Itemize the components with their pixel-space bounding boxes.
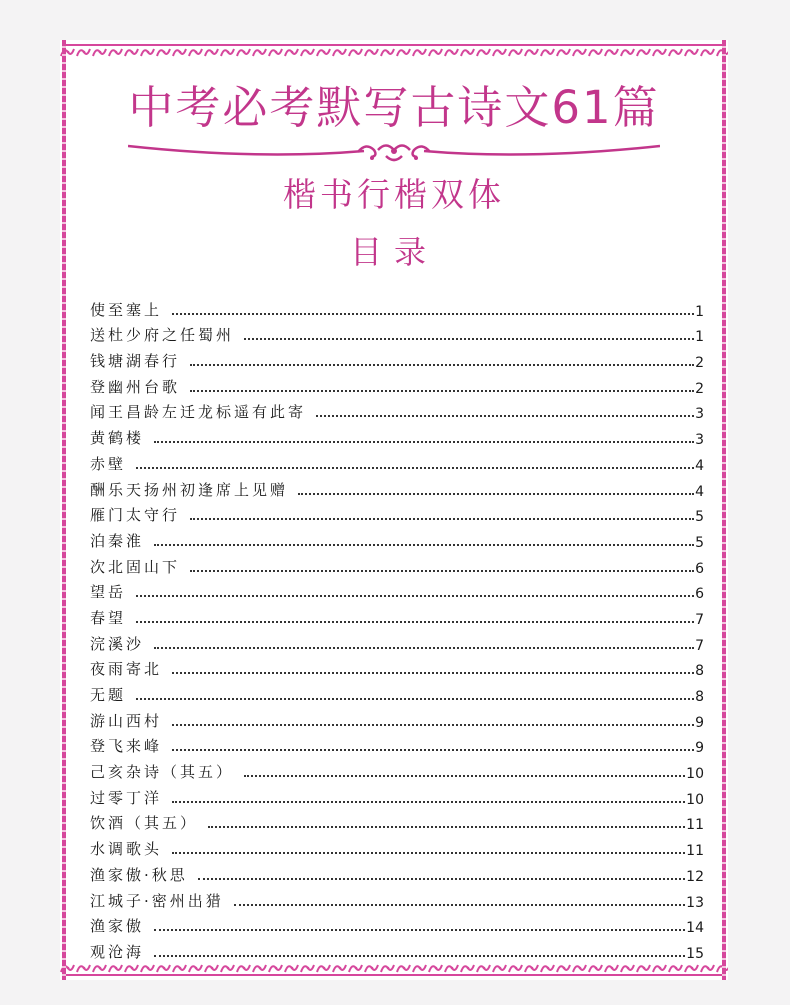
dot-leader xyxy=(154,929,685,931)
toc-entry-title: 夜雨寄北 xyxy=(90,660,163,679)
toc-entry-title: 水调歌头 xyxy=(90,840,163,859)
toc-entry-title: 闻王昌龄左迁龙标遥有此寄 xyxy=(90,403,307,422)
page-title: 中考必考默写古诗文61篇 xyxy=(128,81,660,134)
dot-leader xyxy=(244,338,694,340)
toc-entry-title: 无题 xyxy=(90,686,127,704)
toc-entry[interactable] xyxy=(90,679,704,705)
decorative-border-top xyxy=(60,44,728,60)
toc-entry[interactable] xyxy=(90,756,704,782)
dot-leader xyxy=(172,313,694,315)
toc-entry-title: 次北固山下 xyxy=(90,557,181,576)
toc-entry-page: 15 xyxy=(686,945,704,962)
toc-entry-title: 过零丁洋 xyxy=(90,788,163,807)
toc-entry-title: 渔家傲 xyxy=(90,917,145,936)
toc-entry-title: 江城子·密州出猎 xyxy=(90,891,224,910)
toc-entry-page: 3 xyxy=(695,432,704,449)
toc-entry-page: 5 xyxy=(695,534,704,551)
toc-entry-title: 浣溪沙 xyxy=(90,634,145,653)
toc-entry-title: 饮酒（其五） xyxy=(90,814,199,833)
toc-entry[interactable] xyxy=(90,936,704,962)
toc-entry[interactable] xyxy=(90,500,704,526)
toc-entry-title: 送杜少府之任蜀州 xyxy=(90,326,235,345)
dot-leader xyxy=(190,518,694,520)
dot-leader xyxy=(234,904,685,906)
toc-entry-title: 春望 xyxy=(90,608,127,627)
toc-entry-title: 钱塘湖春行 xyxy=(90,352,181,371)
dot-leader xyxy=(190,390,694,392)
book-page xyxy=(60,40,728,980)
dot-leader xyxy=(154,544,694,546)
toc-entry-page: 7 xyxy=(695,611,704,628)
toc-entry[interactable] xyxy=(90,782,704,808)
dot-leader xyxy=(244,775,685,777)
toc-entry-page: 8 xyxy=(695,663,704,680)
toc-entry[interactable] xyxy=(90,577,704,603)
toc-entry-page: 1 xyxy=(695,329,704,346)
toc-entry-title: 游山西村 xyxy=(90,711,163,730)
toc-entry[interactable] xyxy=(90,859,704,885)
toc-entry[interactable] xyxy=(90,474,704,500)
toc-entry-page: 4 xyxy=(695,483,704,500)
dot-leader xyxy=(136,621,694,623)
dot-leader xyxy=(198,878,685,880)
toc-entry-page: 11 xyxy=(686,817,704,834)
toc-entry-page: 8 xyxy=(695,689,704,705)
toc-entry-page: 9 xyxy=(695,714,704,731)
dot-leader xyxy=(136,698,694,700)
toc-entry-title: 观沧海 xyxy=(90,942,145,961)
toc-entry[interactable] xyxy=(90,294,704,320)
toc-entry-page: 14 xyxy=(686,920,704,937)
toc-entry[interactable] xyxy=(90,885,704,911)
toc-entry-page: 6 xyxy=(695,560,704,577)
toc-entry[interactable] xyxy=(90,731,704,757)
dot-leader xyxy=(136,595,694,597)
toc-entry-title: 登幽州台歌 xyxy=(90,377,181,396)
toc-entry[interactable] xyxy=(90,448,704,474)
toc-entry[interactable] xyxy=(90,422,704,448)
toc-entry[interactable] xyxy=(90,345,704,371)
toc-entry[interactable] xyxy=(90,551,704,577)
dot-leader xyxy=(298,493,694,495)
toc-entry-page: 6 xyxy=(695,586,704,603)
toc-entry-title: 望岳 xyxy=(90,583,127,602)
toc-entry-page: 1 xyxy=(695,303,704,320)
toc-entry[interactable] xyxy=(90,654,704,680)
toc-entry-page: 7 xyxy=(695,637,704,654)
toc-entry[interactable] xyxy=(90,911,704,937)
toc-entry-page: 10 xyxy=(686,766,704,783)
toc-entry-title: 己亥杂诗（其五） xyxy=(90,763,235,782)
toc-entry-title: 雁门太守行 xyxy=(90,506,181,525)
toc-entry[interactable] xyxy=(90,808,704,834)
toc-entry-page: 4 xyxy=(695,457,704,474)
toc-entry-title: 酬乐天扬州初逢席上见赠 xyxy=(90,480,289,499)
decorative-border-bottom xyxy=(60,960,728,976)
dot-leader xyxy=(172,724,694,726)
toc-entry[interactable] xyxy=(90,705,704,731)
table-of-contents xyxy=(90,294,704,962)
toc-entry-page: 2 xyxy=(695,380,704,397)
dot-leader xyxy=(172,749,694,751)
toc-entry-page: 10 xyxy=(686,791,704,808)
toc-heading: 目录 xyxy=(349,233,438,271)
dot-leader xyxy=(154,647,694,649)
dot-leader xyxy=(172,672,694,674)
toc-entry-title: 渔家傲·秋思 xyxy=(90,865,188,884)
toc-entry[interactable] xyxy=(90,602,704,628)
toc-entry[interactable] xyxy=(90,397,704,423)
toc-entry-page: 12 xyxy=(686,868,704,885)
dot-leader xyxy=(154,441,694,443)
title-ornament xyxy=(128,140,660,164)
dot-leader xyxy=(172,801,685,803)
toc-entry[interactable] xyxy=(90,320,704,346)
dot-leader xyxy=(172,852,685,854)
dot-leader xyxy=(190,570,694,572)
toc-entry[interactable] xyxy=(90,628,704,654)
toc-entry[interactable] xyxy=(90,525,704,551)
toc-entry-page: 9 xyxy=(695,740,704,757)
toc-entry-page: 2 xyxy=(695,355,704,372)
dot-leader xyxy=(208,826,685,828)
toc-entry[interactable] xyxy=(90,833,704,859)
toc-entry[interactable] xyxy=(90,371,704,397)
toc-entry-page: 13 xyxy=(686,894,704,911)
subtitle: 楷书行楷双体 xyxy=(283,175,505,214)
toc-entry-page: 3 xyxy=(695,406,704,423)
toc-entry-page: 5 xyxy=(695,509,704,526)
toc-entry-title: 登飞来峰 xyxy=(90,737,163,756)
dot-leader xyxy=(154,955,685,957)
toc-entry-title: 泊秦淮 xyxy=(90,531,145,550)
toc-entry-title: 黄鹤楼 xyxy=(90,429,145,448)
dot-leader xyxy=(316,415,694,417)
toc-entry-page: 11 xyxy=(686,843,704,860)
toc-entry-title: 使至塞上 xyxy=(90,300,163,319)
dot-leader xyxy=(190,364,694,366)
dot-leader xyxy=(136,467,694,469)
toc-entry-title: 赤壁 xyxy=(90,454,127,473)
